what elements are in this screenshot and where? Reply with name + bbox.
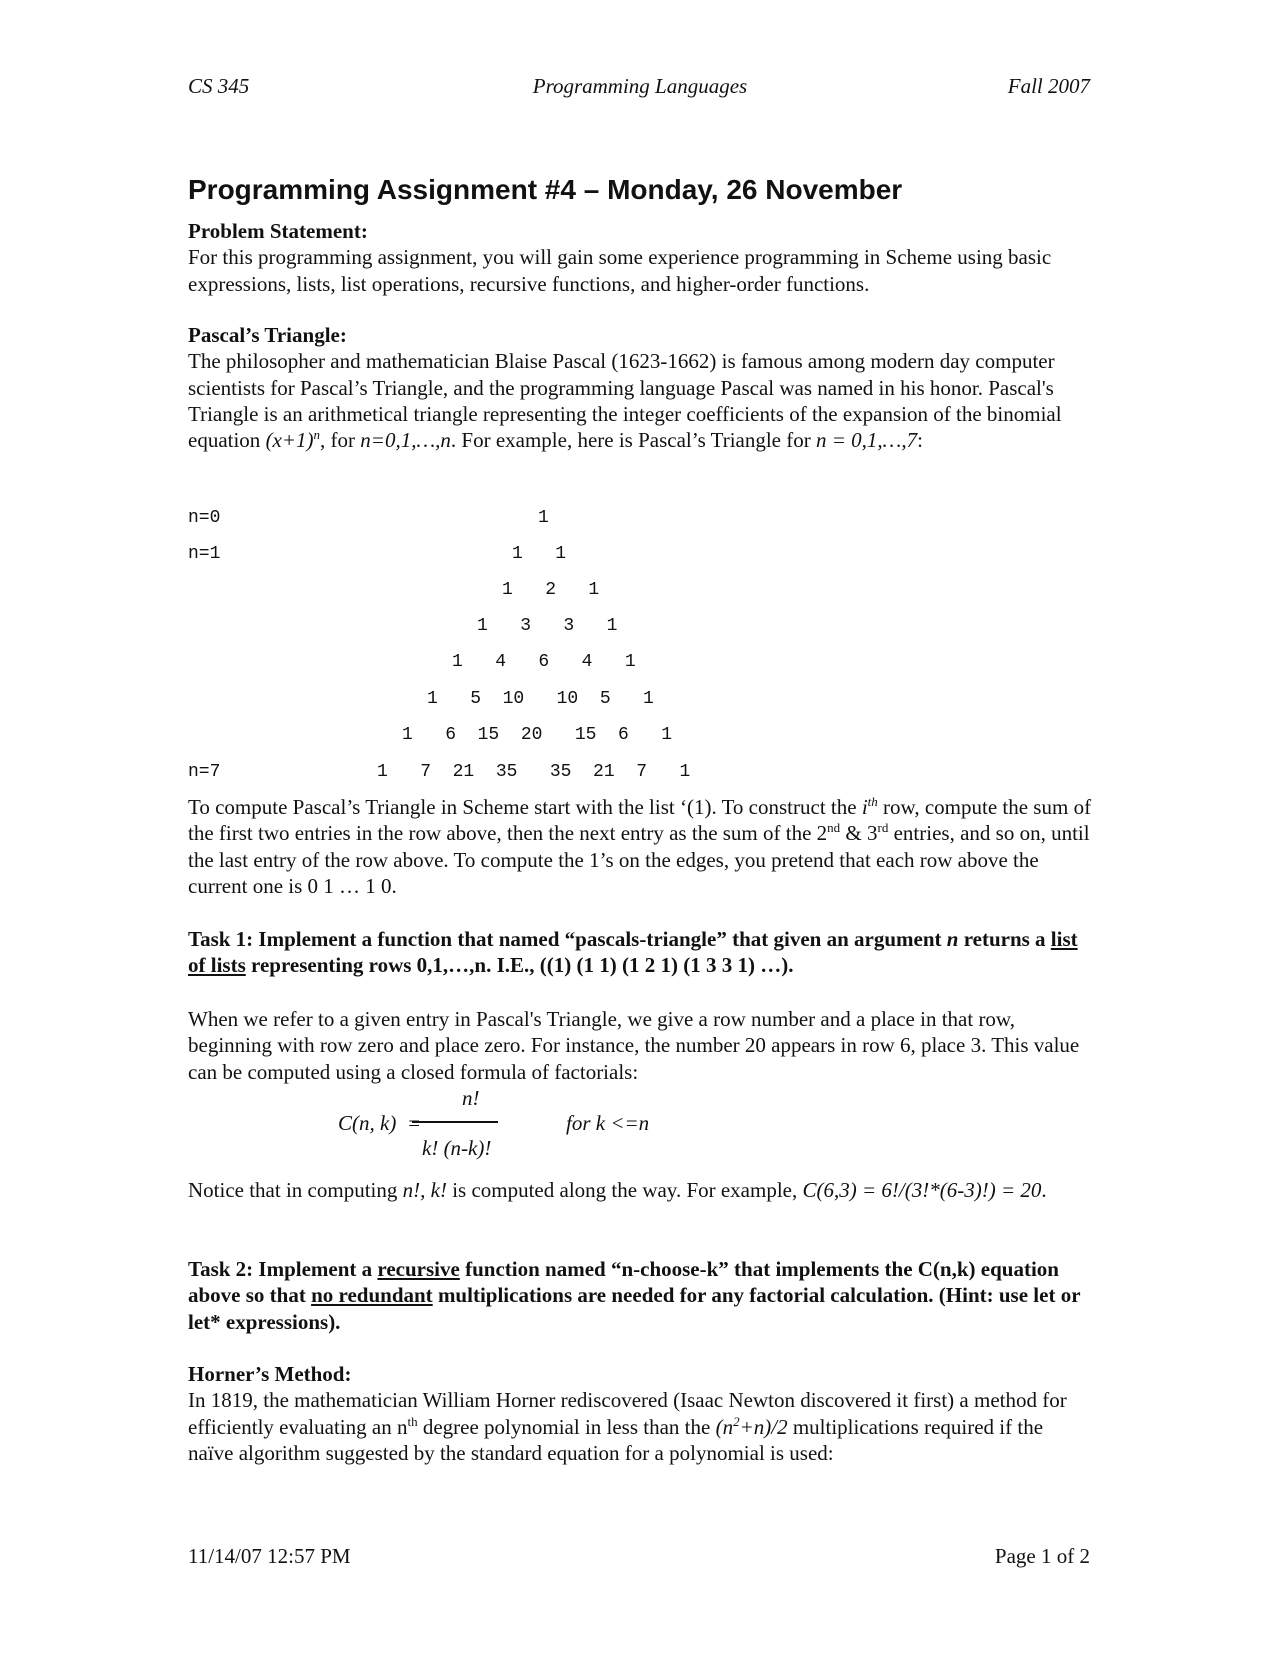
pascal-paragraph: The philosopher and mathematician Blaise Pascal (1623-1662) is famous among modern day computer scientists for Pascal’s Triangle, and the programming language Pascal was named in his honor. Pascal's Triangle is an arithmetical triangle representing the integer coefficients of the expansion of the binomial equation $(x+1)^n$, for n=0,1,…,n. For example, here is Pascal’s Triangle for n = 0,1,…,7:: [188, 349, 1062, 453]
header-subject: Programming Languages: [532, 74, 748, 98]
triangle-row-3: 1 3 3 1: [477, 616, 618, 636]
footer-page-number: Page 1 of 2: [994, 1544, 1090, 1568]
row-label-n0: n=0: [188, 508, 221, 528]
triangle-row-7: 1 7 21 35 35 21 7 1: [377, 762, 691, 782]
task2-paragraph: Task 2: Implement a recursive function named “n-choose-k” that implements the C(n,k) equation above so that no redundant multiplications are needed for any factorial calculation. (Hint: use let or let* expressions).: [188, 1257, 1081, 1334]
horner-paragraph: In 1819, the mathematician William Horner rediscovered (Isaac Newton discovered it first) a method for efficiently evaluating an $n^{th}$ degree polynomial in less than the $(n^2+n)/2$ multiplications required if the naïve algorithm suggested by the standard equation for a polynomial is used:: [188, 1388, 1067, 1465]
triangle-row-0: 1: [538, 508, 549, 528]
triangle-row-6: 1 6 15 20 15 6 1: [402, 725, 673, 745]
pascal-section: [188, 322, 1092, 453]
header-term: Fall 2007: [1007, 74, 1090, 98]
horner-heading: Horner’s Method:: [188, 1362, 352, 1386]
row-label-n1: n=1: [188, 544, 221, 564]
formula-denominator: k! (n-k)!: [422, 1136, 492, 1160]
page-title: Programming Assignment #4 – Monday, 26 November: [188, 174, 903, 205]
header-course: CS 345: [188, 74, 250, 98]
triangle-row-1: 1 1: [512, 544, 567, 564]
notice-paragraph: Notice that in computing n!, k! is computed along the way. For example, C(6,3) = 6!/(3!*(6-3)!) = 20.: [188, 1178, 1047, 1202]
footer-datetime: 11/14/07 12:57 PM: [188, 1544, 351, 1568]
horner-section: [188, 1361, 1092, 1466]
fraction-bar: [412, 1121, 498, 1123]
formula-lhs: C(n, k) =: [338, 1111, 421, 1135]
problem-text: For this programming assignment, you will gain some experience programming in Scheme using basic expressions, lists, list operations, recursive functions, and higher-order functions.: [188, 245, 1052, 296]
row-label-n7: n=7: [188, 762, 221, 782]
formula-condition: for k <=n: [566, 1111, 650, 1135]
triangle-row-4: 1 4 6 4 1: [452, 652, 636, 672]
problem-heading: Problem Statement:: [188, 219, 368, 243]
triangle-row-5: 1 5 10 10 5 1: [427, 689, 654, 709]
triangle-row-2: 1 2 1: [502, 580, 600, 600]
entry-paragraph: When we refer to a given entry in Pascal's Triangle, we give a row number and a place in that row, beginning with row zero and place zero. For instance, the number 20 appears in row 6, place 3. This value can be computed using a closed formula of factorials:: [188, 1007, 1080, 1084]
task1-paragraph: Task 1: Implement a function that named “pascals-triangle” that given an argument n returns a list of lists representing rows 0,1,…,n. I.E., ((1) (1 1) (1 2 1) (1 3 3 1) …).: [188, 927, 1078, 978]
formula-numerator: n!: [462, 1086, 480, 1110]
problem-section: [188, 218, 1092, 297]
compute-paragraph: To compute Pascal’s Triangle in Scheme start with the list ‘(1). To construct the $i^{th}$ row, compute the sum of the first two entries in the row above, then the next entry as the sum of the 2nd & 3rd entries, and so on, until the last entry of the row above. To compute the 1’s on the edges, you pretend that each row above the current one is 0 1 … 1 0.: [188, 794, 1092, 898]
pascal-heading: Pascal’s Triangle:: [188, 323, 347, 347]
